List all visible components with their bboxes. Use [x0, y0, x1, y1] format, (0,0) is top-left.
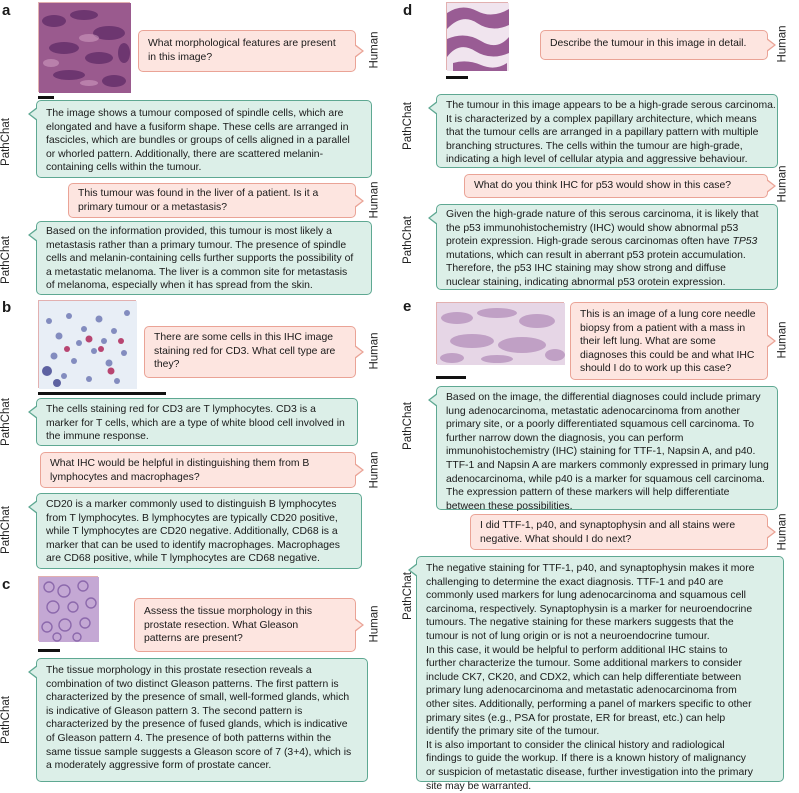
question-b1: [144, 326, 356, 378]
answer-a1: [36, 100, 372, 178]
text-line: that the tumour cells are arranged in a papillary pattern with multiple: [446, 126, 768, 140]
question-d2: [464, 174, 768, 198]
text-line: This is an image of a lung core needle: [580, 308, 758, 322]
text-line: patterns are present?: [144, 632, 346, 646]
text-line: tumour is not of lung origin or is not a neuroendocrine tumour.: [426, 630, 774, 644]
tissue-texture-e: [437, 303, 565, 365]
text-line: Therefore, the p53 IHC staining may show strong and diffuse: [446, 262, 768, 276]
text-line: combination of two distinct Gleason patterns. The first pattern is: [46, 678, 358, 692]
text-line: lung adenocarcinoma, metastatic adenocarcinoma from another: [446, 405, 768, 419]
text-line: Given the high-grade nature of this serous carcinoma, it is likely that: [446, 208, 768, 222]
histology-image-d: [446, 2, 508, 70]
answer-b1: [36, 398, 358, 446]
question-c1: [134, 598, 356, 652]
role-label-human: Human: [777, 513, 789, 550]
text-line: The image shows a tumour composed of spindle cells, which are: [46, 107, 362, 121]
text-line: further characterize the tumour. Some additional markers to consider: [426, 657, 774, 671]
role-label-pathchat: PathChat: [402, 572, 414, 620]
text-line: What do you think IHC for p53 would show in this case?: [474, 179, 758, 193]
text-line: primary sites (e.g., PSA for prostate, ER for breast, etc.) can help: [426, 712, 774, 726]
role-label-human: Human: [369, 332, 381, 369]
text-line: marker for T cells, which are a type of white blood cell involved in: [46, 417, 348, 431]
panel-label-e: e: [403, 298, 411, 315]
text-line: CD20 is a marker commonly used to distinguish B lymphocytes: [46, 498, 352, 512]
text-line: between these possibilities.: [446, 500, 768, 514]
text-line: Assess the tissue morphology in this: [144, 605, 346, 619]
text-line: The cells staining red for CD3 are T lymphocytes. CD3 is a: [46, 403, 348, 417]
text-line: The tissue morphology in this prostate resection reveals a: [46, 664, 358, 678]
text-line: or whorled pattern. Additionally, there are scattered melanin-: [46, 148, 362, 162]
text-line: indicating a high level of cellular atypia and aggressive behaviour.: [446, 153, 768, 167]
text-line: I did TTF-1, p40, and synaptophysin and all stains were: [480, 519, 758, 533]
scale-bar-a: [38, 96, 54, 99]
text-line: The negative staining for TTF-1, p40, and synaptophysin makes it more: [426, 562, 774, 576]
text-line: biopsy from a patient with a mass in: [580, 322, 758, 336]
text-line: primary site, or a poorly differentiated squamous cell carcinoma. To: [446, 418, 768, 432]
text-fragment: protein expression. High-grade serous carcinomas often have: [446, 236, 732, 247]
answer-e1: [436, 386, 778, 510]
text-line: site may be warranted.: [426, 780, 774, 793]
answer-a2: [36, 221, 372, 295]
text-line: other sites. Additionally, performing a panel of markers specific to other: [426, 698, 774, 712]
role-label-human: Human: [777, 321, 789, 358]
role-label-human: Human: [369, 181, 381, 218]
role-label-pathchat: PathChat: [0, 696, 12, 744]
text-line: further narrow down the diagnosis, you can perform: [446, 432, 768, 446]
scale-bar-b: [38, 392, 166, 395]
answer-d2: [436, 204, 778, 290]
role-label-pathchat: PathChat: [0, 398, 12, 446]
scale-bar-e: [436, 376, 466, 379]
text-line: metastasis rather than a primary tumour. The presence of spindle: [46, 239, 362, 253]
text-line: elongated and have a fusiform shape. These cells are arranged in: [46, 121, 362, 135]
text-line: It is characterized by a complex papillary architecture, which means: [446, 113, 768, 127]
text-line: This tumour was found in the liver of a patient. Is it a: [78, 187, 346, 201]
text-line: is indicative of Gleason pattern 3. The second pattern is: [46, 705, 358, 719]
text-line: fascicles, which are bundles or groups of cells aligned in a parallel: [46, 134, 362, 148]
text-line: branching structures. The cells within the tumour are high-grade,: [446, 140, 768, 154]
text-line: should I do to work up this case?: [580, 362, 758, 376]
role-label-pathchat: PathChat: [0, 506, 12, 554]
text-line: mutations, which can result in aberrant p53 protein accumulation.: [446, 249, 768, 263]
tissue-texture-c: [39, 577, 99, 642]
text-line: marker that can be used to identify macrophages. Macrophages: [46, 539, 352, 553]
text-line: staining red for CD3. What cell type are: [154, 345, 346, 359]
scale-bar-d: [446, 76, 468, 79]
text-line: commonly used markers for lung adenocarcinoma and squamous cell: [426, 589, 774, 603]
question-e1: [570, 302, 768, 380]
text-line: characterized by the presence of small, well-formed glands, which: [46, 691, 358, 705]
text-line: adenocarcinoma, while p40 is a marker for squamous cell carcinoma.: [446, 473, 768, 487]
question-a2: [68, 183, 356, 218]
text-line: a metastatic melanoma. The liver is a common site for metastasis: [46, 266, 362, 280]
text-line: primary tumour or a metastasis?: [78, 201, 346, 215]
answer-b2: [36, 493, 362, 569]
ihc-texture-b: [39, 301, 137, 389]
answer-c1: [36, 658, 368, 782]
role-label-pathchat: PathChat: [402, 402, 414, 450]
text-line: negative. What should I do next?: [480, 533, 758, 547]
text-line: [446, 235, 768, 249]
text-line: characterized by the presence of fused glands, which is indicative: [46, 718, 358, 732]
histology-image-c: [38, 576, 98, 641]
text-line: findings to guide the workup. If there is a known history of malignancy: [426, 752, 774, 766]
text-line: There are some cells in this IHC image: [154, 331, 346, 345]
text-line: the p53 immunohistochemistry (IHC) would show abnormal p53: [446, 222, 768, 236]
text-line: tumours. The negative staining for these markers suggests that the: [426, 616, 774, 630]
histology-image-a: [38, 2, 130, 92]
text-line: Based on the image, the differential diagnoses could include primary: [446, 391, 768, 405]
question-b2: [40, 452, 356, 488]
text-line: The tumour in this image appears to be a high-grade serous carcinoma.: [446, 99, 768, 113]
tissue-texture-d: [447, 3, 509, 71]
question-d1: [540, 30, 768, 60]
text-line: a moderately aggressive form of prostate cancer.: [46, 759, 358, 773]
panel-label-a: a: [2, 2, 10, 19]
text-line: are CD68 positive, while T lymphocytes are CD68 negative.: [46, 552, 352, 566]
question-a1: [138, 30, 356, 72]
text-line: TTF-1 and Napsin A are markers commonly expressed in primary lung: [446, 459, 768, 473]
role-label-human: Human: [369, 451, 381, 488]
text-line: include CK7, CK20, and CDX2, which can help differentiate between: [426, 671, 774, 685]
ihc-image-b: [38, 300, 136, 388]
text-line: In this case, it would be helpful to perform additional IHC stains to: [426, 644, 774, 658]
text-line: cells and melanin-containing cells further supports the possibility of: [46, 252, 362, 266]
text-line: their left lung. What are some: [580, 335, 758, 349]
role-label-pathchat: PathChat: [0, 118, 12, 166]
text-line: or suspicion of metastatic disease, further investigation into the primary: [426, 766, 774, 780]
text-line: from T lymphocytes. B lymphocytes are typically CD20 positive,: [46, 512, 352, 526]
text-line: lymphocytes and macrophages?: [50, 471, 346, 485]
question-e2: [470, 514, 768, 550]
text-line: challenging to determine the exact diagnosis. TTF-1 and p40 are: [426, 576, 774, 590]
role-label-pathchat: PathChat: [402, 102, 414, 150]
text-line: immunohistochemistry (IHC) staining for TTF-1, Napsin A, and p40.: [446, 445, 768, 459]
text-line: the immune response.: [46, 430, 348, 444]
text-line: of melanoma, especially when it has spread from the skin.: [46, 279, 362, 293]
text-line: in this image?: [148, 51, 346, 65]
tissue-texture-a: [39, 3, 131, 93]
panel-label-b: b: [2, 299, 11, 316]
role-label-human: Human: [777, 165, 789, 202]
text-line: identify the primary site of the tumour.: [426, 725, 774, 739]
role-label-human: Human: [369, 31, 381, 68]
scale-bar-c: [38, 649, 60, 652]
text-line: of Gleason pattern 4. The presence of both patterns within the: [46, 732, 358, 746]
text-line: they?: [154, 358, 346, 372]
text-line: Based on the information provided, this tumour is most likely a: [46, 225, 362, 239]
text-line: diagnoses this could be and what IHC: [580, 349, 758, 363]
text-line: The expression pattern of these markers will help differentiate: [446, 486, 768, 500]
text-line: primary lung adenocarcinoma and metastatic adenocarcinoma from: [426, 684, 774, 698]
answer-e2: [416, 556, 784, 782]
text-line: nuclear staining, indicating abnormal p53 orotein expression.: [446, 276, 768, 290]
text-line: carcinoma, respectively. Synaptophysin is a marker for neuroendocrine: [426, 603, 774, 617]
role-label-pathchat: PathChat: [402, 216, 414, 264]
answer-d1: [436, 94, 778, 168]
role-label-pathchat: PathChat: [0, 236, 12, 284]
panel-label-d: d: [403, 2, 412, 19]
gene-name: TP53: [732, 236, 757, 247]
panel-label-c: c: [2, 576, 10, 593]
text-line: prostate resection. What Gleason: [144, 619, 346, 633]
text-line: while T lymphocytes are CD20 negative. Additionally, CD68 is a: [46, 525, 352, 539]
text-line: same tissue sample suggests a Gleason score of 7 (3+4), which is: [46, 746, 358, 760]
role-label-human: Human: [369, 605, 381, 642]
text-line: What IHC would be helpful in distinguishing them from B: [50, 457, 346, 471]
text-line: It is also important to consider the clinical history and radiological: [426, 739, 774, 753]
text-line: Describe the tumour in this image in detail.: [550, 37, 758, 51]
text-line: containing cells within the tumour.: [46, 161, 362, 175]
role-label-human: Human: [777, 25, 789, 62]
histology-image-e: [436, 302, 564, 364]
text-line: What morphological features are present: [148, 37, 346, 51]
